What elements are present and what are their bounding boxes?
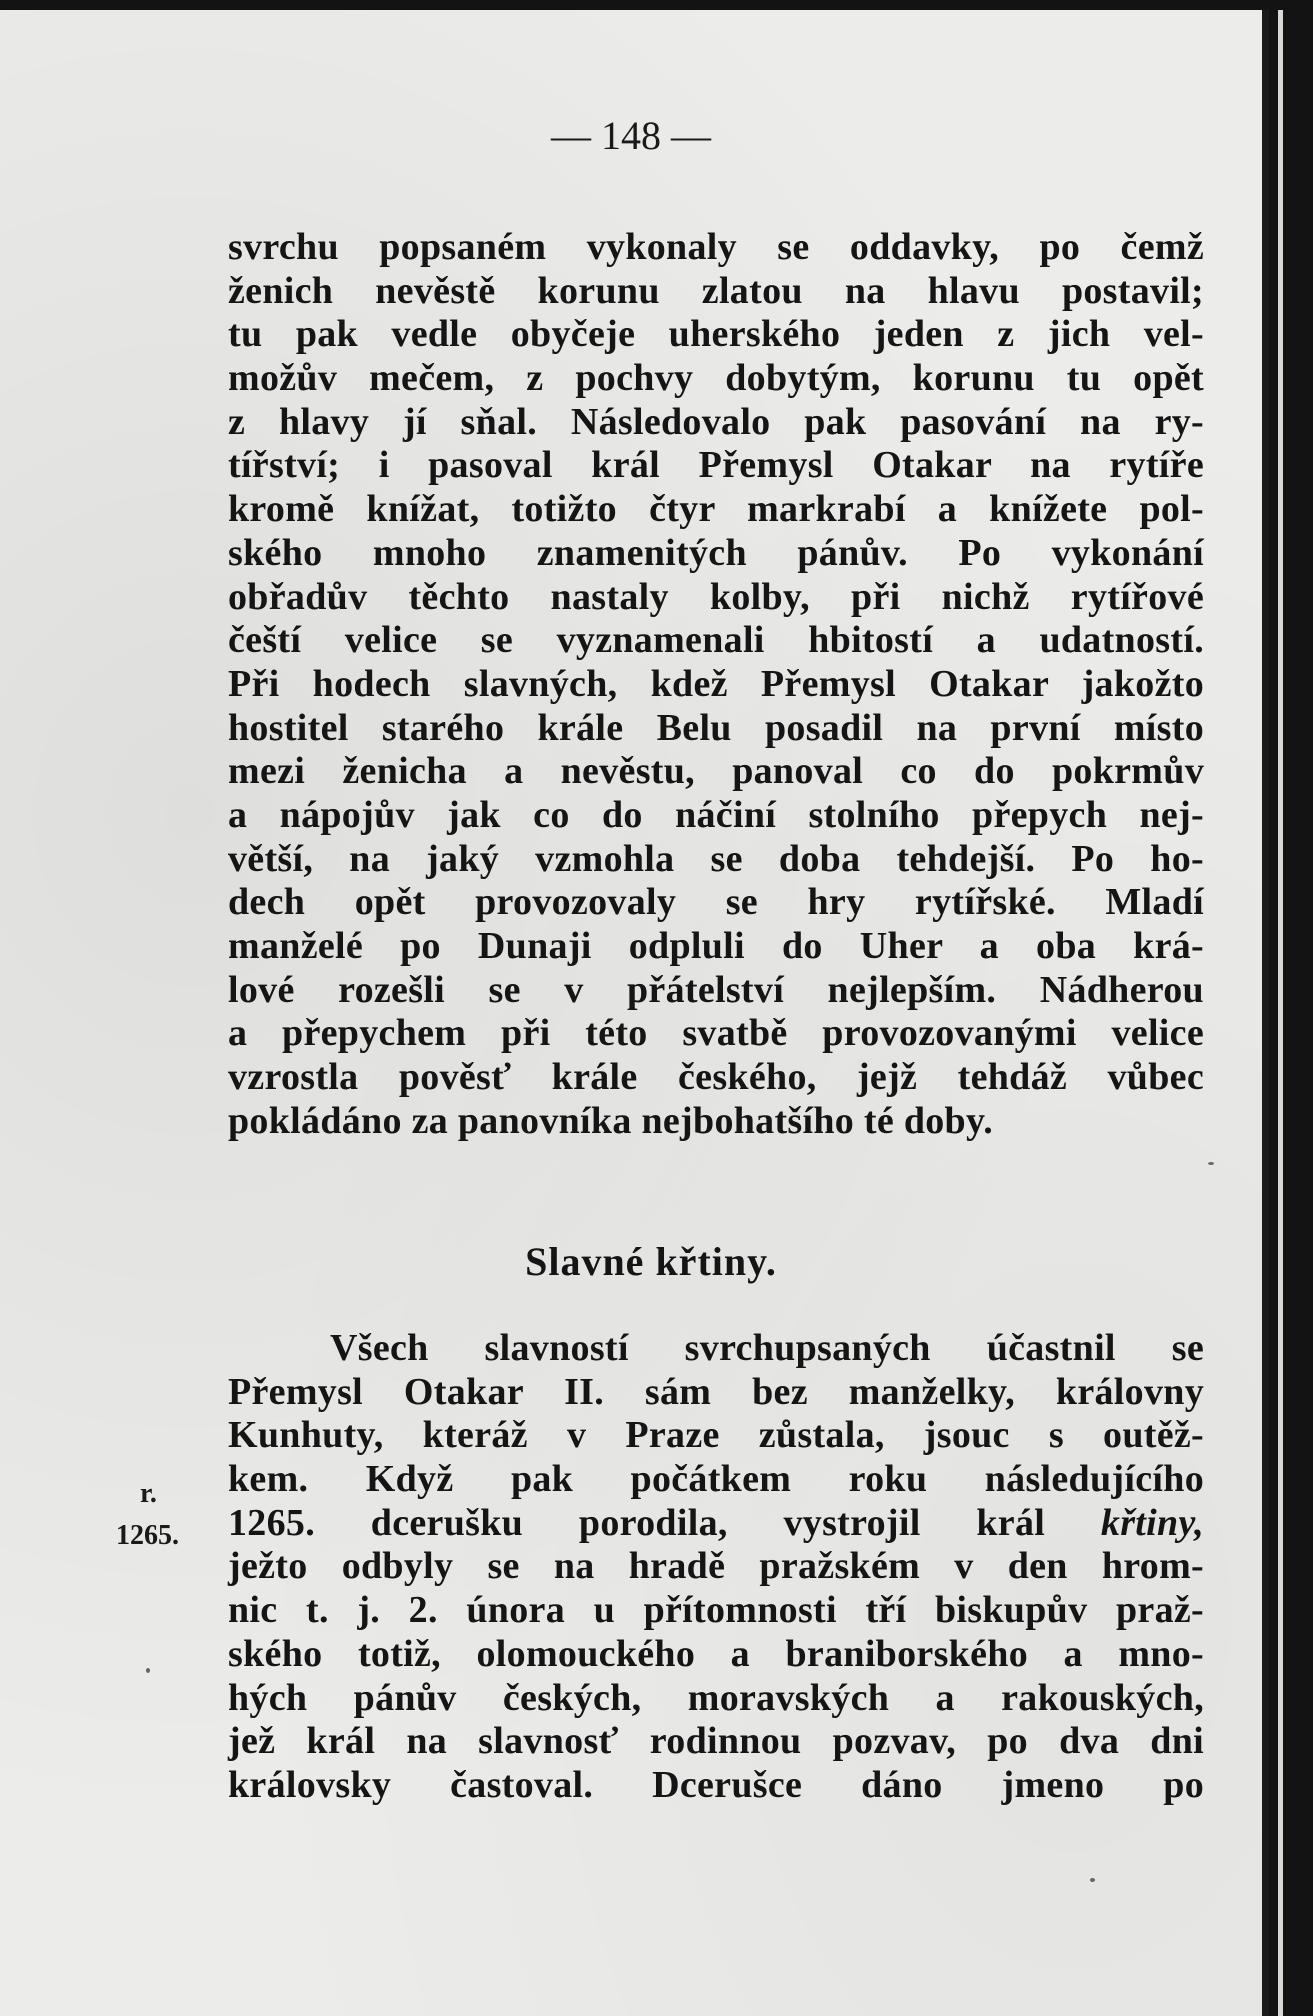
paper-speck xyxy=(146,1668,150,1673)
text-line: manželé po Dunaji odpluli do Uher a oba krá- xyxy=(228,925,1204,967)
text-line: možův mečem, z pochvy dobytým, korunu tu opět xyxy=(228,357,1204,400)
text-line: ženich nevěstě korunu zlatou na hlavu postavil; xyxy=(228,269,1204,312)
text-line: nic t. j. 2. února u přítomnosti tří biskupův praž- xyxy=(228,1589,1204,1632)
text-line: vzrostla pověsť krále českého, jejž tehdáž vůbec xyxy=(228,1056,1204,1099)
text-line: z hlavy jí sňal. Následovalo pak pasování na ry- xyxy=(228,400,1204,443)
text-line-with-italic xyxy=(228,1502,1204,1546)
italic-word: křtiny, xyxy=(1100,1501,1204,1544)
paper-speck xyxy=(1090,1878,1095,1882)
text-line: obřadův těchto nastaly kolby, při nichž rytířové xyxy=(228,575,1204,618)
next-page-edge xyxy=(1278,10,1283,2016)
section-heading: Slavné křtiny. xyxy=(525,1239,777,1284)
text-line: hostitel starého krále Belu posadil na první místo xyxy=(228,706,1204,749)
text-line: jež král na slavnosť rodinnou pozvav, po dva dni xyxy=(228,1720,1204,1763)
text-line: hých pánův českých, moravských a rakouských, xyxy=(228,1676,1204,1719)
text-line: tířství; i pasoval král Přemysl Otakar na rytíře xyxy=(228,444,1204,487)
text-line-start: 1265. dcerušku porodila, vystrojil král xyxy=(228,1501,1101,1544)
text-line: Přemysl Otakar II. sám bez manželky, královny xyxy=(228,1370,1204,1413)
margin-note-prefix: r. xyxy=(140,1478,157,1509)
text-line: lové rozešli se v přátelství nejlepším. Nádherou xyxy=(228,968,1204,1011)
text-line: tu pak vedle obyčeje uherského jeden z jich vel- xyxy=(228,313,1204,356)
paragraph-christening xyxy=(228,1327,1204,1808)
text-line: čeští velice se vyznamenali hbitostí a udatností. xyxy=(228,619,1204,662)
page-number: — 148 — xyxy=(551,113,711,158)
paragraph-wedding xyxy=(228,226,1204,1143)
text-line: ského totiž, olomouckého a braniborského a mno- xyxy=(228,1632,1204,1675)
text-line: Při hodech slavných, kdež Přemysl Otakar jakožto xyxy=(228,662,1204,705)
text-line: kromě knížat, totižto čtyr markrabí a knížete pol- xyxy=(228,488,1204,531)
paper-speck xyxy=(1208,1162,1214,1165)
text-line: ského mnoho znamenitých pánův. Po vykonání xyxy=(228,531,1204,574)
page-edge-shadow xyxy=(1262,10,1269,2016)
text-line: ježto odbyly se na hradě pražském v den hrom- xyxy=(228,1545,1204,1588)
text-line: mezi ženicha a nevěstu, panoval co do pokrmův xyxy=(228,750,1204,793)
text-line: Všech slavností svrchupsaných účastnil se xyxy=(330,1327,1204,1369)
text-line: a nápojův jak co do náčiní stolního přepych nej- xyxy=(228,793,1204,836)
text-line: a přepychem při této svatbě provozovanými velice xyxy=(228,1012,1204,1055)
margin-note-year: 1265. xyxy=(116,1520,179,1551)
text-line: svrchu popsaném vykonaly se oddavky, po čemž xyxy=(228,226,1204,268)
text-line: královsky častoval. Dcerušce dáno jmeno po xyxy=(228,1763,1204,1806)
text-line: pokládáno za panovníka nejbohatšího té doby. xyxy=(228,1099,993,1142)
text-line: Kunhuty, kteráž v Praze zůstala, jsouc s outěž- xyxy=(228,1414,1204,1457)
text-line: dech opět provozovaly se hry rytířské. Mladí xyxy=(228,881,1204,924)
text-line: větší, na jaký vzmohla se doba tehdejší. Po ho- xyxy=(228,837,1204,880)
text-line: kem. Když pak počátkem roku následujícího xyxy=(228,1458,1204,1501)
